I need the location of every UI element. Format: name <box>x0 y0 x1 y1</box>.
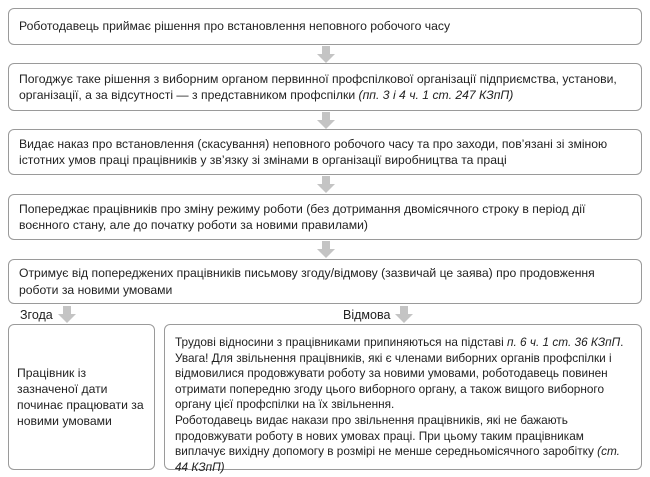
agree-label: Згода <box>20 308 53 322</box>
refuse-para-1-ref: п. 6 ч. 1 ст. 36 КЗпП <box>506 335 621 349</box>
agree-result-box <box>8 324 155 470</box>
step-2-ref: (пп. 3 і 4 ч. 1 ст. 247 КЗпП) <box>358 88 514 102</box>
arrow-down-icon <box>58 306 76 323</box>
step-5-box <box>8 259 642 304</box>
step-5-text: Отримує від попереджених працівників письмову згоду/відмову (зазвичай це заява) про продовження роботи за новими умовами <box>19 266 595 297</box>
arrow-down-icon <box>317 112 335 129</box>
arrow-down-icon <box>317 241 335 258</box>
step-4-box <box>8 194 642 240</box>
step-3-text: Видає наказ про встановлення (скасування) неповного робочого часу та про заходи, пов’язані зі зміною істотних умов праці працівників у зв’язку зі змінами в організації виробництва та праці <box>19 136 608 167</box>
step-3-box <box>8 129 642 175</box>
refuse-para-3: Роботодавець видає накази про звільнення працівників, які не бажають продовжувати роботу в нових умовах праці. При цьому таким працівникам виплачує вихідну допомогу в розмірі не менше середньомісячного заробітку (ст. 44 КЗпП) <box>175 412 620 474</box>
refuse-result-content <box>175 335 631 475</box>
step-2-box <box>8 63 642 111</box>
arrow-down-icon <box>317 46 335 63</box>
step-2-text <box>19 71 631 104</box>
step-1-box <box>8 8 642 45</box>
refuse-result-box <box>164 324 642 474</box>
refuse-para-3-ref: (ст. 44 КЗпП) <box>175 444 620 474</box>
refuse-para-1: Трудові відносини з працівниками припиняються на підставі п. 6 ч. 1 ст. 36 КЗпП. <box>175 335 624 349</box>
step-1-text: Роботодавець приймає рішення про встановлення неповного робочого часу <box>19 19 451 34</box>
arrow-down-icon <box>317 176 335 193</box>
arrow-down-icon <box>395 306 413 323</box>
refuse-para-2: Увага! Для звільнення працівників, які є членами виборних органів профспілки і відмовилися продовжувати роботу за новими умовами, роботодавець повинен отримати попередню згоду цього виборного органу, а також вищого виборного органу цієї профспілки на їх звільнення. <box>175 350 612 412</box>
step-4-text: Попереджає працівників про зміну режиму роботи (без дотримання двомісячного строку в період дії воєнного стану, але до початку роботи за новими правилами) <box>19 201 586 232</box>
step-2-main: Погоджує таке рішення з виборним органом первинної профспілкової організації підприємства, установи, організації, а за відсутності — з представником профспілки <box>19 71 617 102</box>
refuse-label: Відмова <box>343 308 391 322</box>
agree-result-text: Працівник із зазначеної дати починає працювати за новими умовами <box>17 366 144 428</box>
